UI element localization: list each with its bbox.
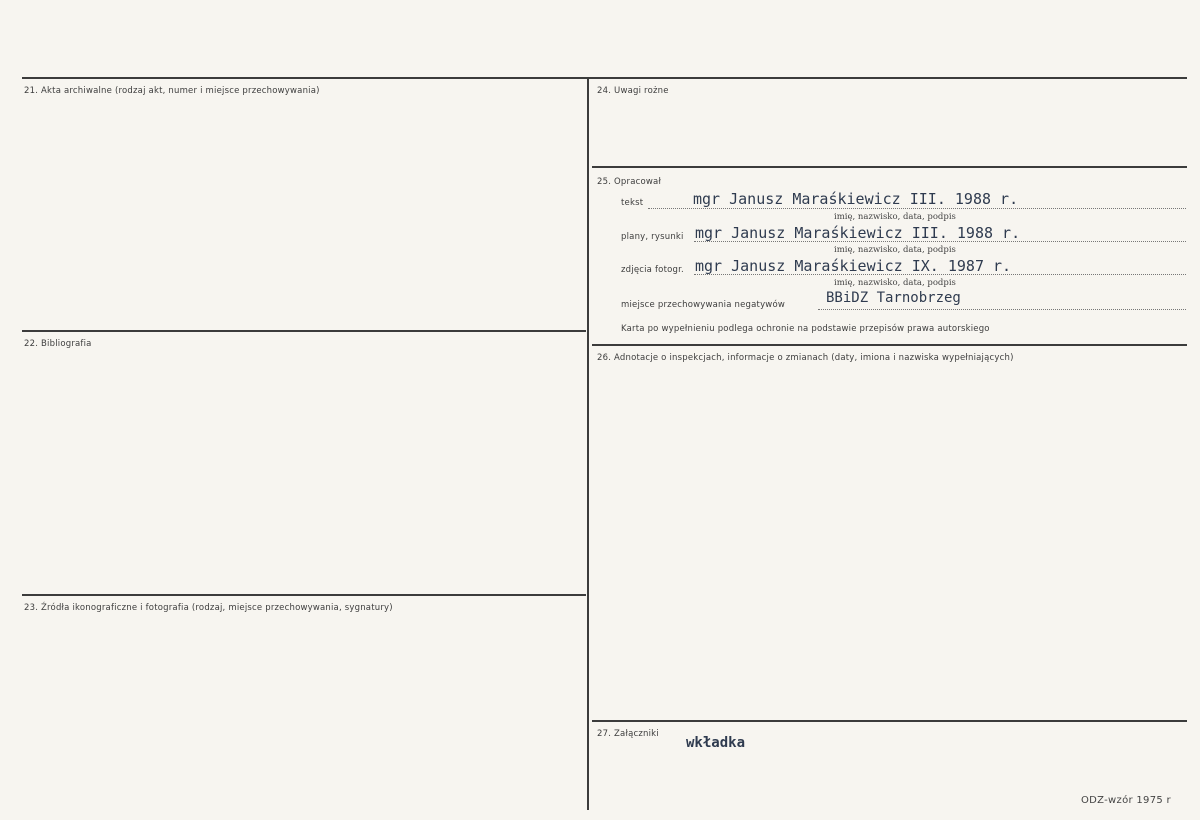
negatives-label: miejsce przechowywania negatywów xyxy=(621,300,785,310)
row-text-label: tekst xyxy=(621,198,644,208)
row-photos-hint: imię, nazwisko, data, podpis xyxy=(834,278,956,288)
row-photos-value: mgr Janusz Maraśkiewicz IX. 1987 r. xyxy=(695,257,1012,275)
row-plans-value: mgr Janusz Maraśkiewicz III. 1988 r. xyxy=(695,224,1021,242)
section-22-label: 22. Bibliografia xyxy=(24,339,92,349)
top-rule xyxy=(22,77,1187,79)
attachments-value: wkładka xyxy=(686,735,746,751)
section-21-label: 21. Akta archiwalne (rodzaj akt, numer i miejsce przechowywania) xyxy=(24,86,320,96)
copyright-note: Karta po wypełnieniu podlega ochronie na podstawie przepisów prawa autorskiego xyxy=(621,324,990,334)
negatives-dots xyxy=(818,309,1186,310)
divider-24-25 xyxy=(592,166,1187,168)
divider-21-22 xyxy=(22,330,586,332)
center-divider xyxy=(587,77,589,810)
section-25-label: 25. Opracował xyxy=(597,177,662,187)
row-text-hint: imię, nazwisko, data, podpis xyxy=(834,212,956,222)
row-photos-label: zdjęcia fotogr. xyxy=(621,265,684,275)
row-text-dots xyxy=(648,208,1186,209)
divider-26-27 xyxy=(592,720,1187,722)
section-24-label: 24. Uwagi rożne xyxy=(597,86,669,96)
divider-25-26 xyxy=(592,344,1187,346)
row-text-value: mgr Janusz Maraśkiewicz III. 1988 r. xyxy=(693,190,1019,208)
section-23-label: 23. Źródła ikonograficzne i fotografia (rodzaj, miejsce przechowywania, sygnatury) xyxy=(24,603,393,613)
negatives-value: BBiDZ Tarnobrzeg xyxy=(826,290,961,306)
section-27-label: 27. Załączniki xyxy=(597,729,659,739)
section-26-label: 26. Adnotacje o inspekcjach, informacje o zmianach (daty, imiona i nazwiska wypełniających) xyxy=(597,353,1014,363)
form-code-footer: ODZ-wzór 1975 r xyxy=(1081,795,1171,806)
row-plans-hint: imię, nazwisko, data, podpis xyxy=(834,245,956,255)
row-plans-label: plany, rysunki xyxy=(621,232,684,242)
divider-22-23 xyxy=(22,594,586,596)
